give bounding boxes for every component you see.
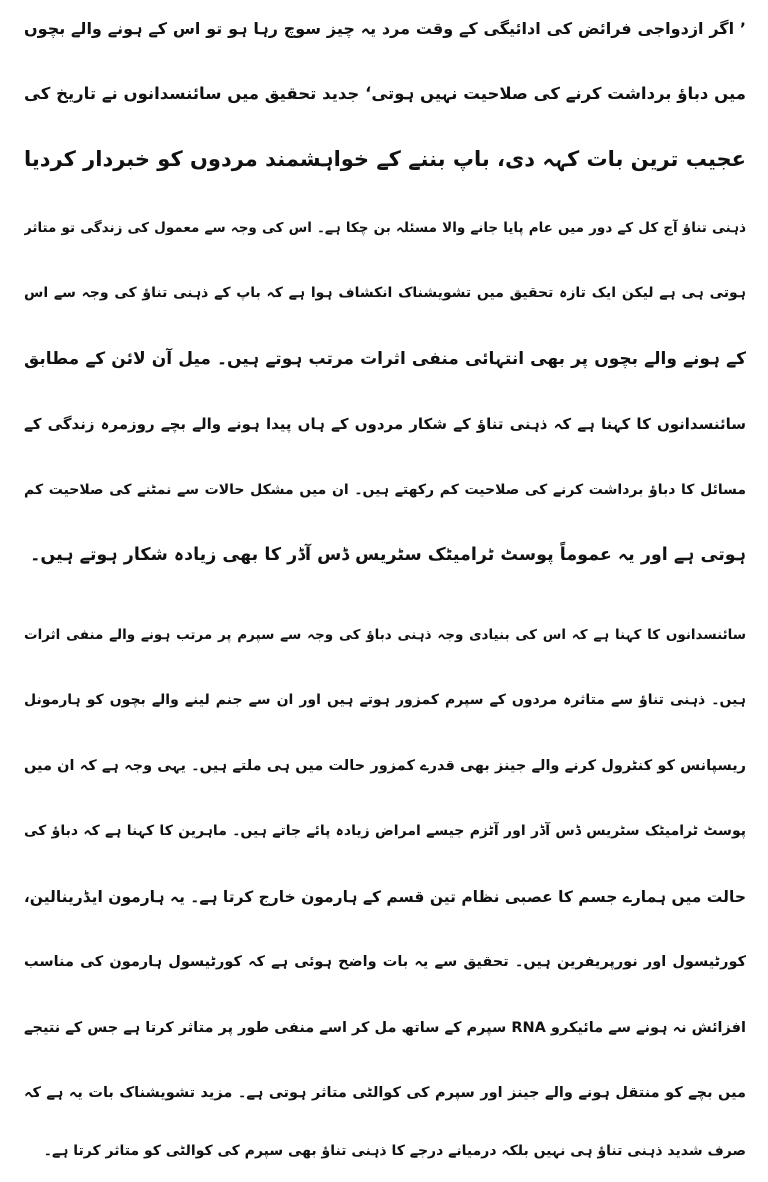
paragraph-line: ہیں۔ ذہنی تناؤ سے متاثرہ مردوں کے سپرم کمزور ہوتے ہیں اور ان سے جنم لینے والے بچوں کو ہارمونل — [24, 692, 746, 708]
paragraph-line: افزائش نہ ہونے سے مائیکرو RNA سپرم کے ساتھ مل کر اسے منفی طور پر متاثر کرتا ہے جس کے نتیجے — [24, 1020, 746, 1036]
paragraph-line: ہوتی ہی ہے لیکن ایک تازہ تحقیق میں تشویشناک انکشاف ہوا ہے کہ باپ کے ذہنی تناؤ کی وجہ سے اس — [24, 285, 746, 301]
paragraph-line: حالت میں ہمارے جسم کا عصبی نظام تین قسم کے ہارمون خارج کرتا ہے۔ یہ ہارمون ایڈرینالین، — [24, 888, 746, 906]
paragraph-line: ریسپانس کو کنٹرول کرنے والے جینز بھی قدرے کمزور حالت میں ہی ملتے ہیں۔ یہی وجہ ہے کہ ان میں — [24, 758, 746, 774]
paragraph-line: پوسٹ ٹرامیٹک سٹریس ڈس آڈر اور آٹزم جیسے امراض زیادہ پائے جاتے ہیں۔ ماہرین کا کہنا ہے کہ دباؤ کی — [24, 823, 746, 839]
headline-line: ’ اگر ازدواجی فرائض کی ادائیگی کے وقت مرد یہ چیز سوچ رہا ہو تو اس کے ہونے والے بچوں — [24, 19, 746, 38]
paragraph-line: مسائل کا دباؤ برداشت کرنے کی صلاحیت کم رکھتے ہیں۔ ان میں مشکل حالات سے نمٹنے کی صلاحیت کم — [24, 482, 746, 498]
paragraph-line: کورٹیسول اور نورپریفرین ہیں۔ تحقیق سے یہ بات واضح ہوئی ہے کہ کورٹیسول ہارمون کی مناسب — [24, 954, 746, 970]
headline-line: عجیب ترین بات کہہ دی، باپ بننے کے خواہشمند مردوں کو خبردار کردیا — [24, 147, 746, 171]
paragraph-line: میں بچے کو منتقل ہونے والے جینز اور سپرم کی کوالٹی متاثر ہوتی ہے۔ مزید تشویشناک بات یہ ہے کہ — [24, 1085, 746, 1101]
paragraph-line: کے ہونے والے بچوں پر بھی انتہائی منفی اثرات مرتب ہوتے ہیں۔ میل آن لائن کے مطابق — [24, 349, 746, 369]
headline-line: میں دباؤ برداشت کرنے کی صلاحیت نہیں ہوتی‘ جدید تحقیق میں سائنسدانوں نے تاریخ کی — [24, 84, 746, 103]
paragraph-line: سائنسدانوں کا کہنا ہے کہ اس کی بنیادی وجہ ذہنی دباؤ کی وجہ سے سپرم پر مرتب ہونے والے منفی اثرات — [24, 627, 746, 643]
paragraph-line: صرف شدید ذہنی تناؤ ہی نہیں بلکہ درمیانے درجے کا ذہنی تناؤ بھی سپرم کی کوالٹی کو متاثر کرتا ہے۔ — [43, 1143, 746, 1159]
paragraph-line: ذہنی تناؤ آج کل کے دور میں عام پایا جانے والا مسئلہ بن چکا ہے۔ اس کی وجہ سے معمول کی زندگی تو متاثر — [24, 220, 746, 236]
paragraph-line: سائنسدانوں کا کہنا ہے کہ ذہنی تناؤ کے شکار مردوں کے ہاں پیدا ہونے والے بچے روزمرہ زندگی کے — [24, 415, 746, 433]
paragraph-line: ہوتی ہے اور یہ عموماً پوسٹ ٹرامیٹک سٹریس ڈس آڈر کا بھی زیادہ شکار ہوتے ہیں۔ — [30, 545, 746, 565]
